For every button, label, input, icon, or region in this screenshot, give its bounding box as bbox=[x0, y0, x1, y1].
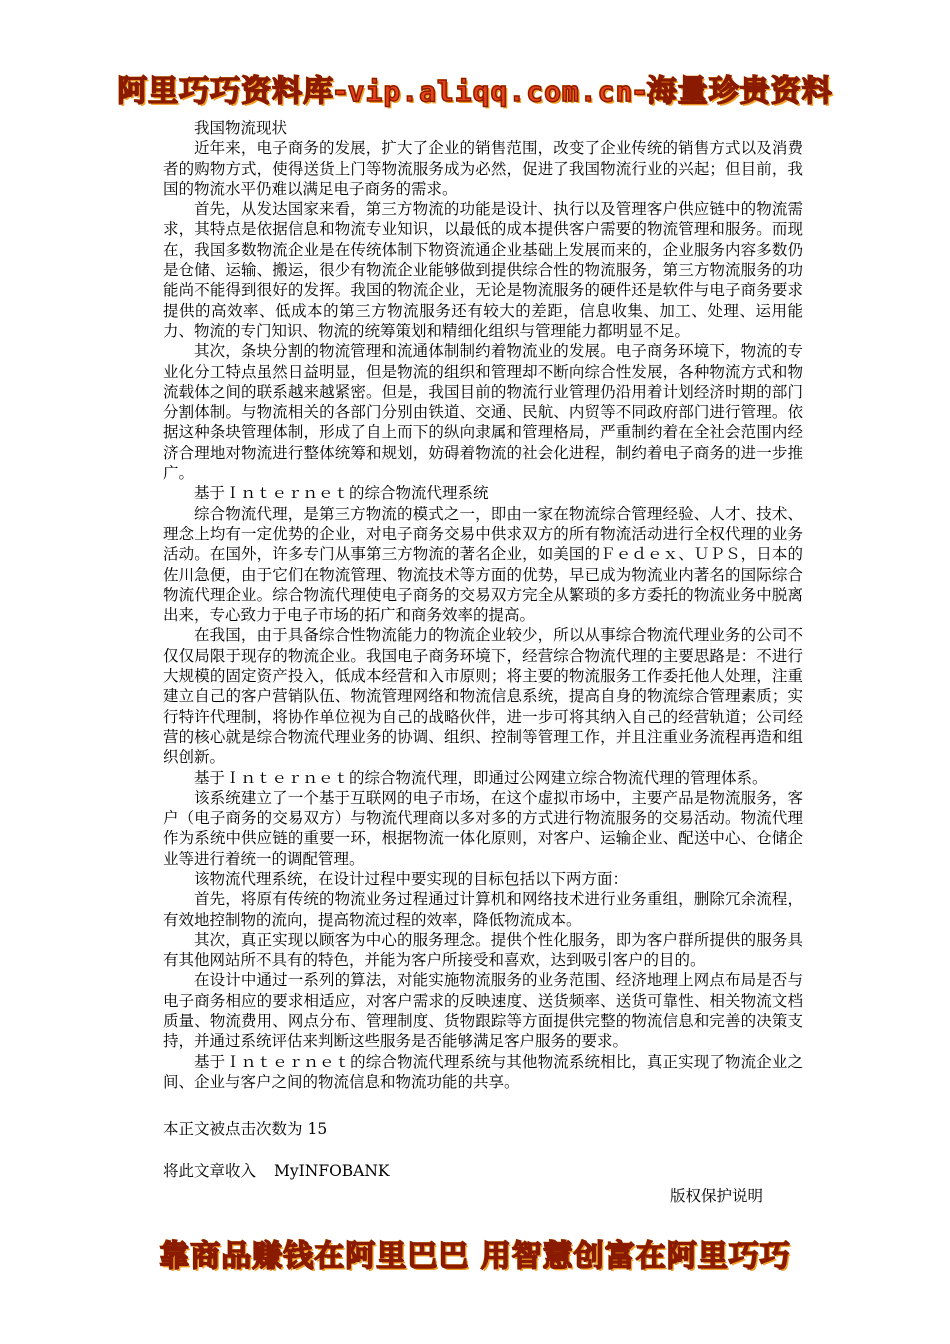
header-banner-part2: -海量珍贵资料 bbox=[633, 74, 833, 109]
footer-banner bbox=[0, 1231, 950, 1275]
article-paragraph: 在设计中通过一系列的算法，对能实施物流服务的业务范围、经济地理上网点布局是否与电子商务相应的要求相适应，对客户需求的反映速度、送货频率、送货可靠性、相关物流文档质量、物流费用、网点分布、管理制度、货物跟踪等方面提供完整的物流信息和完善的决策支持，并通过系统评估来判断这些服务是否能够满足客户服务的要求。 bbox=[163, 971, 803, 1051]
article-paragraph: 首先，将原有传统的物流业务过程通过计算机和网络技术进行业务重组，删除冗余流程，有效地控制物的流向，提高物流过程的效率，降低物流成本。 bbox=[163, 890, 803, 929]
article-paragraph: 其次，真正实现以顾客为中心的服务理念。提供个性化服务，即为客户群所提供的服务具有其他网站所不具有的特色，并能为客户所接受和喜欢，达到吸引客户的目的。 bbox=[163, 930, 803, 970]
article-paragraph: 首先，从发达国家来看，第三方物流的功能是设计、执行以及管理客户供应链中的物流需求，其特点是依据信息和物流专业知识，以最低的成本提供客户需要的物流管理和服务。而现在，我国多数物流企业是在传统体制下物资流通企业基础上发展而来的，企业服务内容多数仍是仓储、运输、搬运，很少有物流企业能够做到提供综合性的物流服务，第三方物流服务的功能尚不能得到很好的发挥。我国的物流企业，无论是物流服务的硬件还是软件与电子商务要求提供的高效率、低成本的第三方物流服务还有较大的差距，信息收集、加工、处理、运用能力、物流的专门知识、物流的统筹策划和精细化组织与管理能力都明显不足。 bbox=[163, 200, 803, 340]
click-count bbox=[163, 1119, 327, 1139]
article-subheading: 基于Ｉｎｔｅｒｎｅｔ的综合物流代理系统 bbox=[194, 484, 489, 503]
copyright-link[interactable]: 版权保护说明 bbox=[670, 1187, 764, 1205]
header-banner-domain[interactable]: vip.aliqq.com.cn bbox=[347, 75, 634, 108]
click-count-label: 本正文被点击次数为 bbox=[163, 1120, 303, 1138]
article-paragraph: 基于Ｉｎｔｅｒｎｅｔ的综合物流代理，即通过公网建立综合物流代理的管理体系。 bbox=[194, 768, 768, 787]
header-banner-part1: 阿里巧巧资料库- bbox=[117, 74, 348, 109]
article-paragraph: 在我国，由于具备综合性物流能力的物流企业较少，所以从事综合物流代理业务的公司不仅仅局限于现存的物流企业。我国电子商务环境下，经营综合物流代理的主要思路是：不进行大规模的固定资产投入，低成本经营和入市原则；将主要的物流服务工作委托他人处理，注重建立自己的客户营销队伍、物流管理网络和物流信息系统，提高自身的物流综合管理素质；实行特许代理制，将协作单位视为自己的战略伙伴，进一步可将其纳入自己的经营轨道；公司经营的核心就是综合物流代理业务的协调、组织、控制等管理工作，并且注重业务流程再造和组织创新。 bbox=[163, 626, 803, 767]
article-paragraph: 该系统建立了一个基于互联网的电子市场，在这个虚拟市场中，主要产品是物流服务，客户（电子商务的交易双方）与物流代理商以多对多的方式进行物流服务的交易活动。物流代理作为系统中供应链的重要一环，根据物流一体化原则，对客户、运输企业、配送中心、仓储企业等进行着统一的调配管理。 bbox=[163, 788, 803, 868]
click-count-value: 15 bbox=[307, 1120, 328, 1138]
article-paragraph: 基于Ｉｎｔｅｒｎｅｔ的综合物流代理系统与其他物流系统相比，真正实现了物流企业之间、企业与客户之间的物流信息和物流功能的共享。 bbox=[163, 1052, 803, 1091]
article-paragraph: 其次，条块分割的物流管理和流通体制制约着物流业的发展。电子商务环境下，物流的专业化分工特点虽然日益明显，但是物流的组织和管理却不断向综合性发展，各种物流方式和物流载体之间的联系越来越紧密。但是，我国目前的物流行业管理仍沿用着计划经济时期的部门分割体制。与物流相关的各部门分别由铁道、交通、民航、内贸等不同政府部门进行管理。依据这种条块管理体制，形成了自上而下的纵向隶属和管理格局，严重制约着在全社会范围内经济合理地对物流进行整体统筹和规划，妨碍着物流的社会化进程，制约着电子商务的进一步推广。 bbox=[163, 342, 803, 483]
myinfobank-link[interactable]: MyINFOBANK bbox=[274, 1162, 390, 1180]
article-paragraph: 近年来，电子商务的发展，扩大了企业的销售范围，改变了企业传统的销售方式以及消费者的购物方式，使得送货上门等物流服务成为必然，促进了我国物流行业的兴起；但目前，我国的物流水平仍难以满足电子商务的需求。 bbox=[163, 139, 803, 198]
save-to-infobank bbox=[163, 1161, 390, 1181]
article-heading: 我国物流现状 bbox=[194, 119, 288, 137]
header-banner bbox=[0, 66, 950, 110]
save-label: 将此文章收入 bbox=[163, 1162, 257, 1180]
article-paragraph: 综合物流代理，是第三方物流的模式之一，即由一家在物流综合管理经验、人才、技术、理念上均有一定优势的企业，对电子商务交易中供求双方的所有物流活动进行全权代理的业务活动。在国外，许多专门从事第三方物流的著名企业，如美国的Ｆｅｄｅｘ、ＵＰＳ，日本的佐川急便，由于它们在物流管理、物流技术等方面的优势，早已成为物流业内著名的国际综合物流代理企业。综合物流代理使电子商务的交易双方完全从繁琐的多方委托的物流业务中脱离出来，专心致力于电子市场的拓广和商务效率的提高。 bbox=[163, 504, 803, 625]
article-paragraph: 该物流代理系统，在设计过程中要实现的目标包括以下两方面： bbox=[194, 869, 629, 888]
article-body bbox=[163, 118, 803, 1092]
footer-banner-text: 靠商品赚钱在阿里巴巴 用智慧创富在阿里巧巧 bbox=[159, 1239, 791, 1274]
